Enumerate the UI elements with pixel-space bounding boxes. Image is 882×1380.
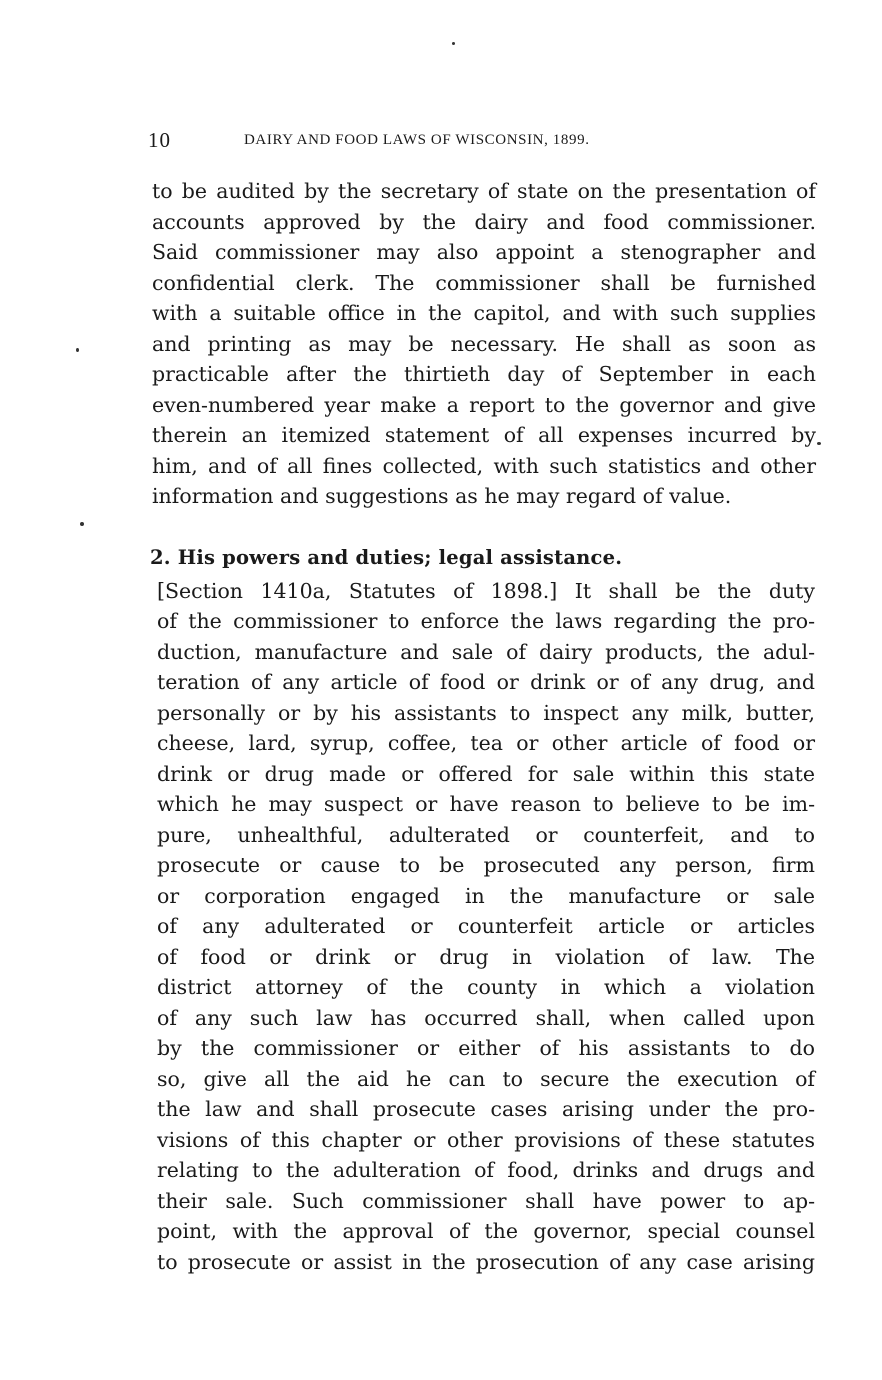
text-line: duction, manufacture and sale of dairy products, the adul- <box>157 640 815 664</box>
text-line: relating to the adulteration of food, drinks and drugs and <box>157 1158 815 1182</box>
text-line: [Section 1410a, Statutes of 1898.] It shall be the duty <box>157 579 815 603</box>
text-line: even-numbered year make a report to the governor and give <box>152 393 816 417</box>
text-line: so, give all the aid he can to secure the execution of <box>157 1067 815 1091</box>
paper-speck <box>817 442 821 445</box>
section-heading: 2. His powers and duties; legal assistance. <box>150 546 623 569</box>
text-line: confidential clerk. The commissioner shall be furnished <box>152 271 816 295</box>
text-line: or corporation engaged in the manufacture or sale <box>157 884 815 908</box>
text-line: of any adulterated or counterfeit article or articles <box>157 914 815 938</box>
text-line: cheese, lard, syrup, coffee, tea or other article of food or <box>157 731 815 755</box>
text-line: which he may suspect or have reason to believe to be im- <box>157 792 815 816</box>
text-line: their sale. Such commissioner shall have power to ap- <box>157 1189 815 1213</box>
text-line: information and suggestions as he may regard of value. <box>152 484 732 508</box>
text-line: accounts approved by the dairy and food commissioner. <box>152 210 816 234</box>
text-line: district attorney of the county in which a violation <box>157 975 815 999</box>
text-line: pure, unhealthful, adulterated or counterfeit, and to <box>157 823 815 847</box>
text-line: to be audited by the secretary of state on the presentation of <box>152 179 816 203</box>
text-line: the law and shall prosecute cases arising under the pro- <box>157 1097 815 1121</box>
page-number: 10 <box>148 128 171 152</box>
text-line: drink or drug made or offered for sale within this state <box>157 762 815 786</box>
text-line: to prosecute or assist in the prosecution of any case arising <box>157 1250 815 1274</box>
text-line: of any such law has occurred shall, when called upon <box>157 1006 815 1030</box>
text-line: and printing as may be necessary. He shall as soon as <box>152 332 816 356</box>
text-line: therein an itemized statement of all expenses incurred by <box>152 423 816 447</box>
text-line: of the commissioner to enforce the laws regarding the pro- <box>157 609 815 633</box>
text-line: of food or drink or drug in violation of law. The <box>157 945 815 969</box>
paper-speck <box>80 522 84 526</box>
text-line: Said commissioner may also appoint a stenographer and <box>152 240 816 264</box>
text-line: point, with the approval of the governor, special counsel <box>157 1219 815 1243</box>
text-line: teration of any article of food or drink or of any drug, and <box>157 670 815 694</box>
text-line: by the commissioner or either of his assistants to do <box>157 1036 815 1060</box>
text-line: practicable after the thirtieth day of September in each <box>152 362 816 386</box>
running-head <box>148 128 728 158</box>
text-line: visions of this chapter or other provisions of these statutes <box>157 1128 815 1152</box>
running-head-title: DAIRY AND FOOD LAWS OF WISCONSIN, 1899. <box>244 132 590 148</box>
text-line: prosecute or cause to be prosecuted any person, firm <box>157 853 815 877</box>
text-line: him, and of all fines collected, with such statistics and other <box>152 454 816 478</box>
text-line: personally or by his assistants to inspect any milk, butter, <box>157 701 815 725</box>
paper-speck <box>452 42 455 45</box>
paper-speck <box>76 348 79 352</box>
text-line: with a suitable office in the capitol, and with such supplies <box>152 301 816 325</box>
